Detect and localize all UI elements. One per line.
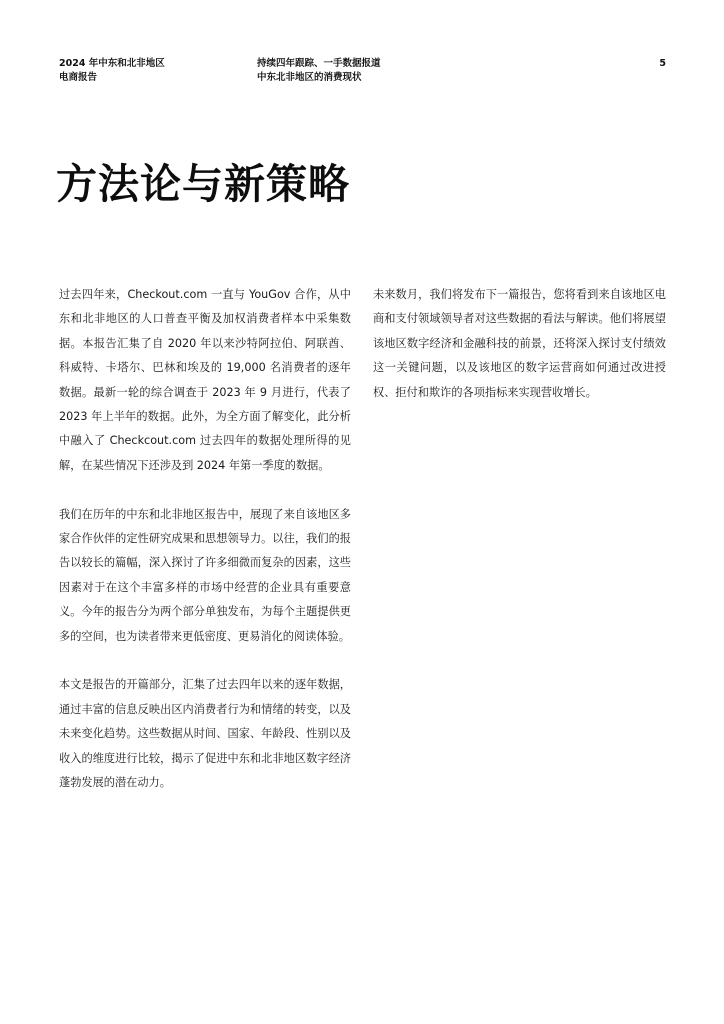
- section-line-1: 持续四年跟踪、一手数据报道: [257, 58, 381, 69]
- body-paragraph: 本文是报告的开篇部分，汇集了过去四年以来的逐年数据，通过丰富的信息反映出区内消费者行为和情绪的转变，以及未来变化趋势。这些数据从时间、国家、年龄段、性别以及收入的维度进行比较，揭示了促进中东和北非地区数字经济蓬勃发展的潜在动力。: [59, 678, 351, 790]
- report-header: [59, 57, 229, 85]
- section-line-2: 中东北非地区的消费现状: [257, 72, 362, 83]
- report-title: 2024 年中东和北非地区: [59, 58, 165, 69]
- page-number: 5: [659, 58, 666, 69]
- body-paragraph: 我们在历年的中东和北非地区报告中，展现了来自该地区多家合作伙伴的定性研究成果和思想领导力。以往，我们的报告以较长的篇幅，深入探讨了许多细微而复杂的因素，这些因素对于在这个丰富多样的市场中经营的企业具有重要意义。今年的报告分为两个部分单独发布，为每个主题提供更多的空间，也为读者带来更低密度、更易消化的阅读体验。: [59, 507, 351, 643]
- body-paragraph: 过去四年来，Checkout.com 一直与 YouGov 合作，从中东和北非地区的人口普查平衡及加权消费者样本中采集数据。本报告汇集了自 2020 年以来沙特阿拉伯、阿联酋、科威特、卡塔尔、巴林和埃及的 19,000 名消费者的逐年数据。最新一轮的综合调查于 2023 年 9 月进行，代表了 2023 年上半年的数据。此外，为全方面了解变化，此分析中融入了 Checkcout.com 过去四年的数据处理所得的见解，在某些情况下还涉及到 2024 年第一季度的数据。: [59, 288, 351, 472]
- page-title: 方法论与新策略: [56, 160, 350, 208]
- report-subtitle: 电商报告: [59, 72, 98, 83]
- section-header: [257, 57, 477, 85]
- right-column: [373, 283, 666, 429]
- left-column: [59, 283, 351, 820]
- body-paragraph: 未来数月，我们将发布下一篇报告，您将看到来自该地区电商和支付领域领导者对这些数据的看法与解读。他们将展望该地区数字经济和金融科技的前景，还将深入探讨支付绩效这一关键问题，以及该地区的数字运营商如何通过改进授权、拒付和欺诈的各项指标来实现营收增长。: [373, 288, 666, 399]
